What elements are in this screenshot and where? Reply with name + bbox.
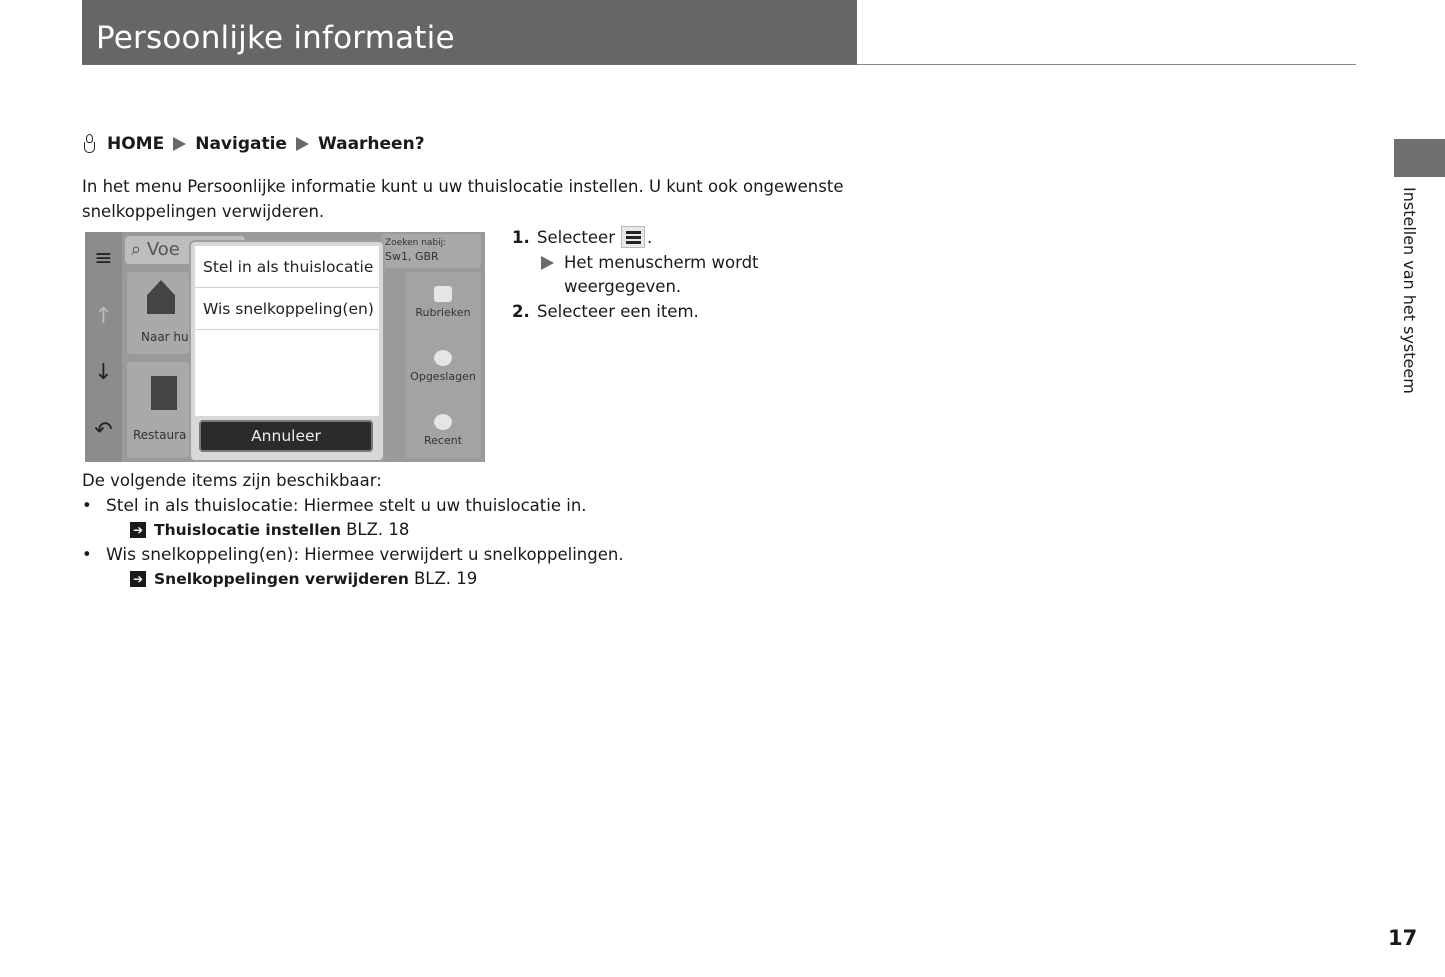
popup-item-delete-shortcuts: Wis snelkoppeling(en) <box>195 288 379 330</box>
step-text-end: . <box>647 228 653 247</box>
step-1-result-line-1: Het menuscherm wordt <box>564 252 759 272</box>
steps <box>512 226 812 324</box>
reference-page: BLZ. 18 <box>346 520 410 539</box>
screen-button-opgeslagen: Opgeslagen <box>405 350 481 383</box>
reference-title: Thuislocatie instellen <box>154 521 342 539</box>
screen-search-text: Voe <box>146 239 180 260</box>
available-intro: De volgende items zijn beschikbaar: <box>82 471 382 490</box>
list-item: • Stel in als thuislocatie: Hiermee stelt u uw thuislocatie in. <box>82 496 587 516</box>
popup-cancel-button: Annuleer <box>199 420 373 452</box>
menu-icon <box>621 226 645 248</box>
item-desc: : Hiermee stelt u uw thuislocatie in. <box>292 496 587 515</box>
breadcrumb-arrow-icon <box>296 137 309 151</box>
reference-arrow-icon: ➔ <box>130 571 146 587</box>
step-number: 1. <box>512 228 530 247</box>
reference-title: Snelkoppelingen verwijderen <box>154 570 409 588</box>
side-tab-marker <box>1394 139 1445 177</box>
screen-near-value: Sw1, GBR <box>385 250 439 263</box>
screen-button-rubrieken: Rubrieken <box>405 286 481 319</box>
list-item: • Wis snelkoppeling(en): Hiermee verwijdert u snelkoppelingen. <box>82 545 624 565</box>
breadcrumb-item-navigatie: Navigatie <box>195 134 287 154</box>
popup-item-set-home: Stel in als thuislocatie <box>195 246 379 288</box>
title-rule <box>857 64 1356 65</box>
reference-page: BLZ. 19 <box>413 569 478 588</box>
up-arrow-icon: ↑ <box>94 304 113 329</box>
search-icon: ⌕ <box>131 239 147 260</box>
menu-icon: ≡ <box>94 246 113 271</box>
navigation-screenshot <box>85 232 485 462</box>
result-arrow-icon <box>541 256 554 270</box>
screen-tile-restaurant-label: Restaura <box>133 428 187 442</box>
options-popup <box>189 240 385 462</box>
item-desc: : Hiermee verwijdert u snelkoppelingen. <box>293 545 624 564</box>
screen-left-rail <box>85 232 122 462</box>
step-text: Selecteer een item. <box>537 301 699 321</box>
screen-tile-home-label: Naar hu <box>141 330 189 344</box>
screen-right-rail <box>405 272 481 458</box>
heart-icon <box>434 350 452 366</box>
intro-paragraph: In het menu Persoonlijke informatie kunt u uw thuislocatie instellen. U kunt ook ongewenste snelkoppelingen verwijderen. <box>82 177 844 221</box>
clock-icon <box>434 414 452 430</box>
step-number: 2. <box>512 301 530 321</box>
reference-arrow-icon: ➔ <box>130 522 146 538</box>
screen-tile-home <box>127 272 189 354</box>
item-term: Stel in als thuislocatie <box>106 496 293 516</box>
item-term: Wis snelkoppeling(en) <box>106 545 294 565</box>
step-1-result <box>512 251 812 300</box>
step-text: Selecteer <box>537 228 615 247</box>
title-bar <box>82 0 857 65</box>
screen-tile-restaurant <box>127 362 189 458</box>
cross-reference[interactable] <box>130 518 409 543</box>
step-1-result-line-2: weergegeven. <box>564 277 682 296</box>
breadcrumb <box>83 134 425 154</box>
screen-search-near <box>381 234 481 268</box>
back-icon: ↶ <box>94 418 113 443</box>
restaurant-icon <box>151 376 177 410</box>
home-icon <box>147 280 175 314</box>
screen-near-label: Zoeken nabij: <box>385 238 447 248</box>
step-2 <box>512 300 812 325</box>
page-number: 17 <box>1388 926 1418 950</box>
category-icon <box>434 286 452 302</box>
side-tab-label: Instellen van het systeem <box>1400 187 1419 394</box>
breadcrumb-item-home: HOME <box>107 134 165 154</box>
breadcrumb-item-waarheen: Waarheen? <box>317 134 425 154</box>
popup-list <box>195 246 379 416</box>
step-1 <box>512 226 812 251</box>
breadcrumb-arrow-icon <box>173 137 186 151</box>
voice-command-icon <box>83 134 97 154</box>
cross-reference[interactable] <box>130 567 477 592</box>
screen-button-recent: Recent <box>405 414 481 447</box>
page-title: Persoonlijke informatie <box>96 20 455 56</box>
down-arrow-icon: ↓ <box>94 360 113 385</box>
